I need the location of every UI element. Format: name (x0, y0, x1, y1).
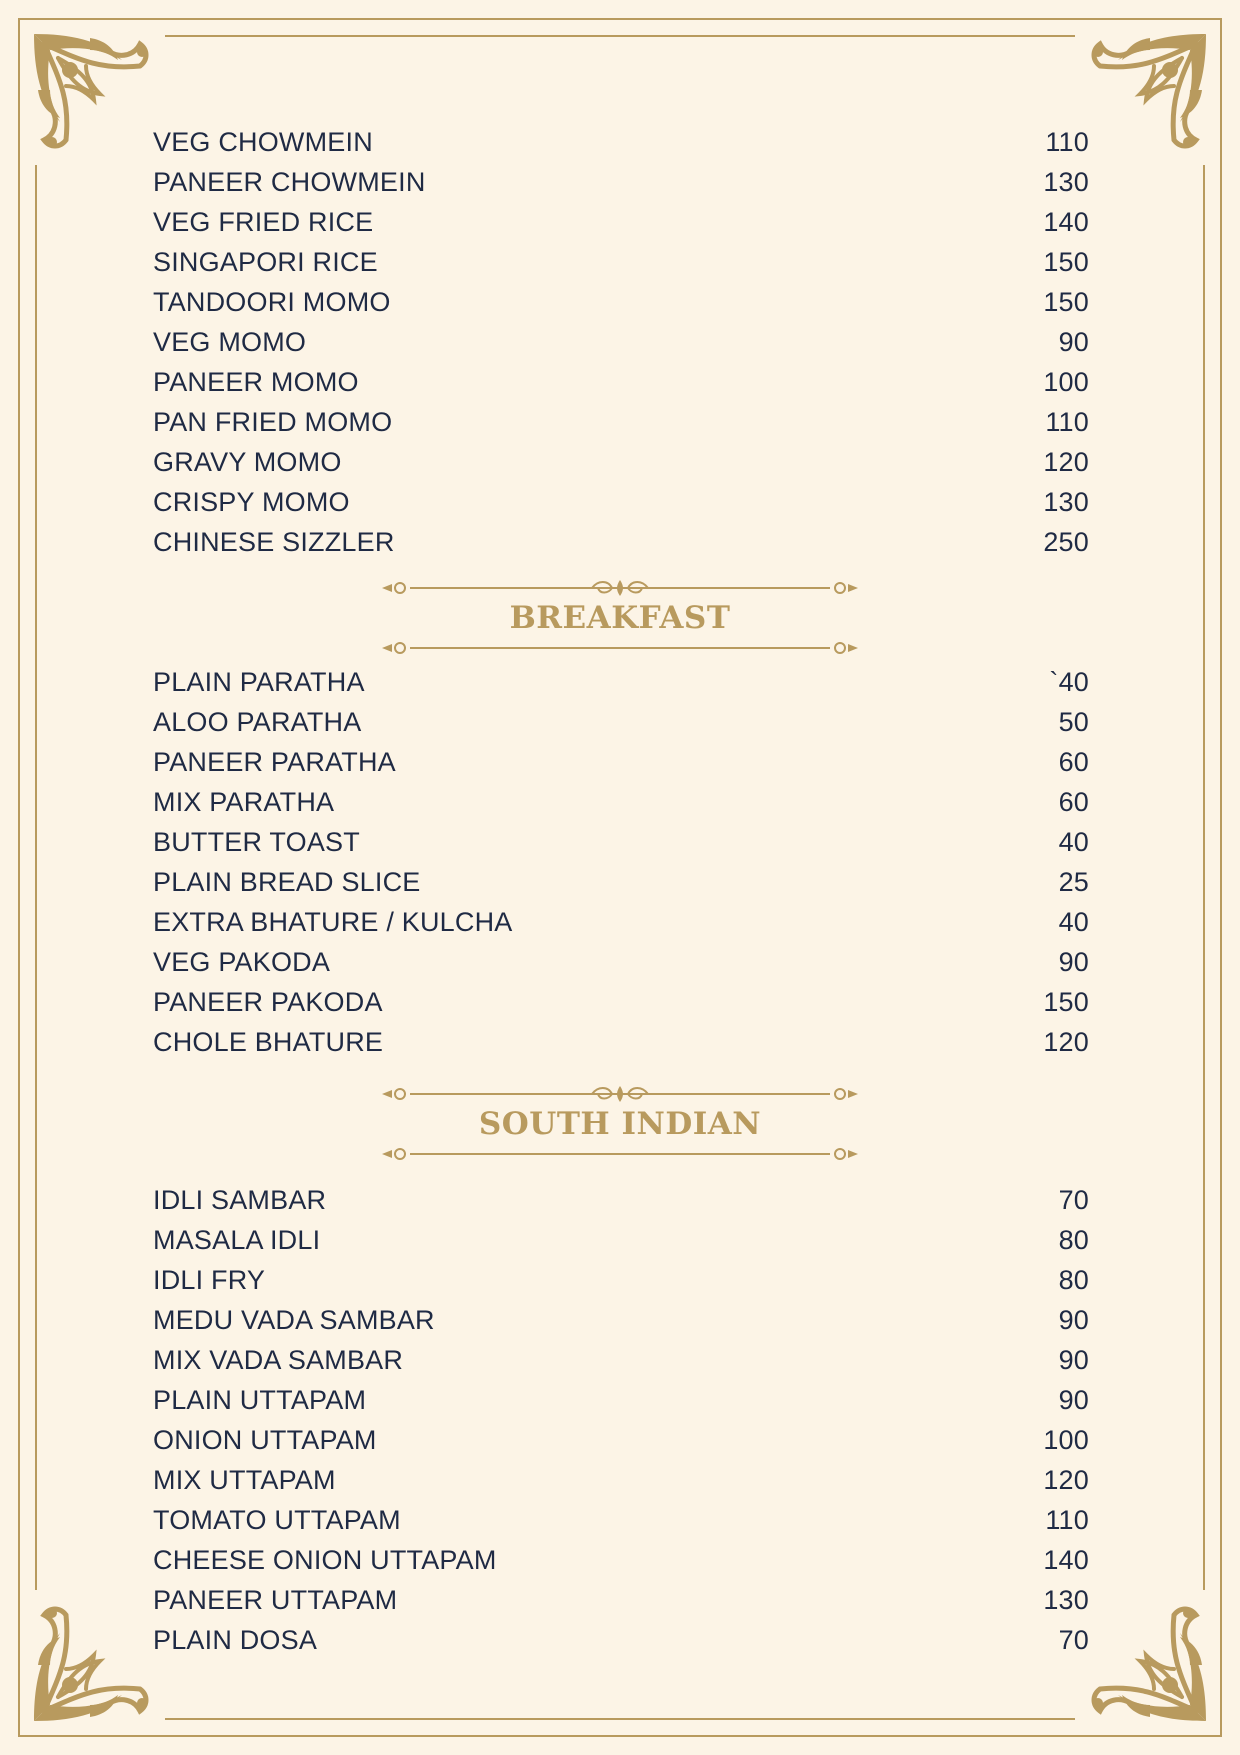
item-name: VEG MOMO (153, 327, 307, 357)
item-name: PANEER CHOWMEIN (153, 167, 426, 197)
menu-item (153, 1420, 1089, 1460)
item-name: MIX PARATHA (153, 787, 335, 817)
item-name: BUTTER TOAST (153, 827, 360, 857)
item-name: EXTRA BHATURE / KULCHA (153, 907, 513, 937)
item-price: 130 (1043, 1585, 1089, 1615)
item-price: 130 (1043, 167, 1089, 197)
item-price: 90 (1058, 947, 1089, 977)
menu-item (153, 1540, 1089, 1580)
menu-item (153, 202, 1089, 242)
item-price: 100 (1043, 367, 1089, 397)
item-name: CRISPY MOMO (153, 487, 350, 517)
item-name: MEDU VADA SAMBAR (153, 1305, 435, 1335)
menu-item (153, 982, 1089, 1022)
item-price: 90 (1058, 1305, 1089, 1335)
item-name: TANDOORI MOMO (153, 287, 391, 317)
item-price: 40 (1058, 827, 1089, 857)
menu-item (153, 482, 1089, 522)
item-price: 100 (1043, 1425, 1089, 1455)
menu-item (153, 322, 1089, 362)
item-name: PLAIN DOSA (153, 1625, 318, 1655)
menu-item (153, 1220, 1089, 1260)
item-price: 140 (1043, 1545, 1089, 1575)
item-price: 50 (1058, 707, 1089, 737)
item-name: CHINESE SIZZLER (153, 527, 395, 557)
item-price: 120 (1043, 1027, 1089, 1057)
menu-item (153, 822, 1089, 862)
item-name: PANEER MOMO (153, 367, 359, 397)
item-price: 250 (1043, 527, 1089, 557)
menu-item (153, 782, 1089, 822)
section-heading-breakfast (380, 578, 860, 658)
menu-item (153, 442, 1089, 482)
menu-item (153, 282, 1089, 322)
item-name: CHEESE ONION UTTAPAM (153, 1545, 497, 1575)
item-price: 150 (1043, 987, 1089, 1017)
section-title: BREAKFAST (509, 600, 731, 636)
corner-flourish-icon (30, 30, 160, 160)
menu-list-chinese (153, 122, 1089, 562)
menu-item (153, 702, 1089, 742)
menu-item (153, 1300, 1089, 1340)
item-price: 80 (1058, 1225, 1089, 1255)
menu-item (153, 1460, 1089, 1500)
inner-border-top (165, 35, 1075, 37)
inner-border-right (1203, 165, 1205, 1590)
item-name: MIX UTTAPAM (153, 1465, 336, 1495)
item-price: 120 (1043, 447, 1089, 477)
menu-item (153, 362, 1089, 402)
menu-item (153, 1180, 1089, 1220)
menu-item (153, 1500, 1089, 1540)
item-name: TOMATO UTTAPAM (153, 1505, 401, 1535)
item-name: ALOO PARATHA (153, 707, 362, 737)
menu-item (153, 1580, 1089, 1620)
item-name: PLAIN PARATHA (153, 667, 365, 697)
item-name: MASALA IDLI (153, 1225, 321, 1255)
item-price: 70 (1058, 1625, 1089, 1655)
item-price: 90 (1058, 327, 1089, 357)
divider-ornament-icon (380, 578, 860, 598)
item-price: 140 (1043, 207, 1089, 237)
item-name: PLAIN UTTAPAM (153, 1385, 367, 1415)
item-price: `40 (1049, 667, 1089, 697)
item-name: IDLI FRY (153, 1265, 266, 1295)
item-price: 110 (1045, 127, 1089, 157)
item-price: 150 (1043, 247, 1089, 277)
item-price: 60 (1058, 747, 1089, 777)
menu-item (153, 862, 1089, 902)
menu-item (153, 122, 1089, 162)
inner-border-bottom (165, 1718, 1075, 1720)
item-price: 70 (1058, 1185, 1089, 1215)
item-name: PLAIN BREAD SLICE (153, 867, 421, 897)
item-price: 60 (1058, 787, 1089, 817)
menu-item (153, 1380, 1089, 1420)
section-title: SOUTH INDIAN (478, 1106, 762, 1142)
divider-ornament-icon (380, 1144, 860, 1164)
item-name: ONION UTTAPAM (153, 1425, 377, 1455)
item-name: PANEER PAKODA (153, 987, 383, 1017)
menu-item (153, 742, 1089, 782)
item-price: 130 (1043, 487, 1089, 517)
menu-item (153, 662, 1089, 702)
item-name: MIX VADA SAMBAR (153, 1345, 404, 1375)
menu-item (153, 402, 1089, 442)
menu-item (153, 902, 1089, 942)
menu-list-breakfast (153, 662, 1089, 1062)
item-price: 150 (1043, 287, 1089, 317)
divider-ornament-icon (380, 1084, 860, 1104)
item-price: 110 (1045, 407, 1089, 437)
corner-flourish-icon (1080, 30, 1210, 160)
menu-item (153, 1022, 1089, 1062)
item-name: PANEER PARATHA (153, 747, 396, 777)
item-name: VEG PAKODA (153, 947, 331, 977)
menu-item (153, 942, 1089, 982)
item-name: IDLI SAMBAR (153, 1185, 327, 1215)
item-name: PANEER UTTAPAM (153, 1585, 398, 1615)
corner-flourish-icon (1080, 1595, 1210, 1725)
item-price: 120 (1043, 1465, 1089, 1495)
menu-item (153, 162, 1089, 202)
item-price: 25 (1058, 867, 1089, 897)
item-price: 80 (1058, 1265, 1089, 1295)
item-name: VEG CHOWMEIN (153, 127, 373, 157)
menu-item (153, 242, 1089, 282)
item-name: CHOLE BHATURE (153, 1027, 384, 1057)
item-name: GRAVY MOMO (153, 447, 342, 477)
corner-flourish-icon (30, 1595, 160, 1725)
menu-item (153, 522, 1089, 562)
item-price: 90 (1058, 1385, 1089, 1415)
menu-item (153, 1340, 1089, 1380)
inner-border-left (35, 165, 37, 1590)
item-price: 40 (1058, 907, 1089, 937)
item-name: VEG FRIED RICE (153, 207, 374, 237)
divider-ornament-icon (380, 638, 860, 658)
menu-item (153, 1620, 1089, 1660)
item-name: SINGAPORI RICE (153, 247, 378, 277)
section-heading-south-indian (380, 1084, 860, 1164)
item-price: 90 (1058, 1345, 1089, 1375)
menu-list-south-indian (153, 1180, 1089, 1660)
menu-item (153, 1260, 1089, 1300)
item-name: PAN FRIED MOMO (153, 407, 393, 437)
item-price: 110 (1045, 1505, 1089, 1535)
